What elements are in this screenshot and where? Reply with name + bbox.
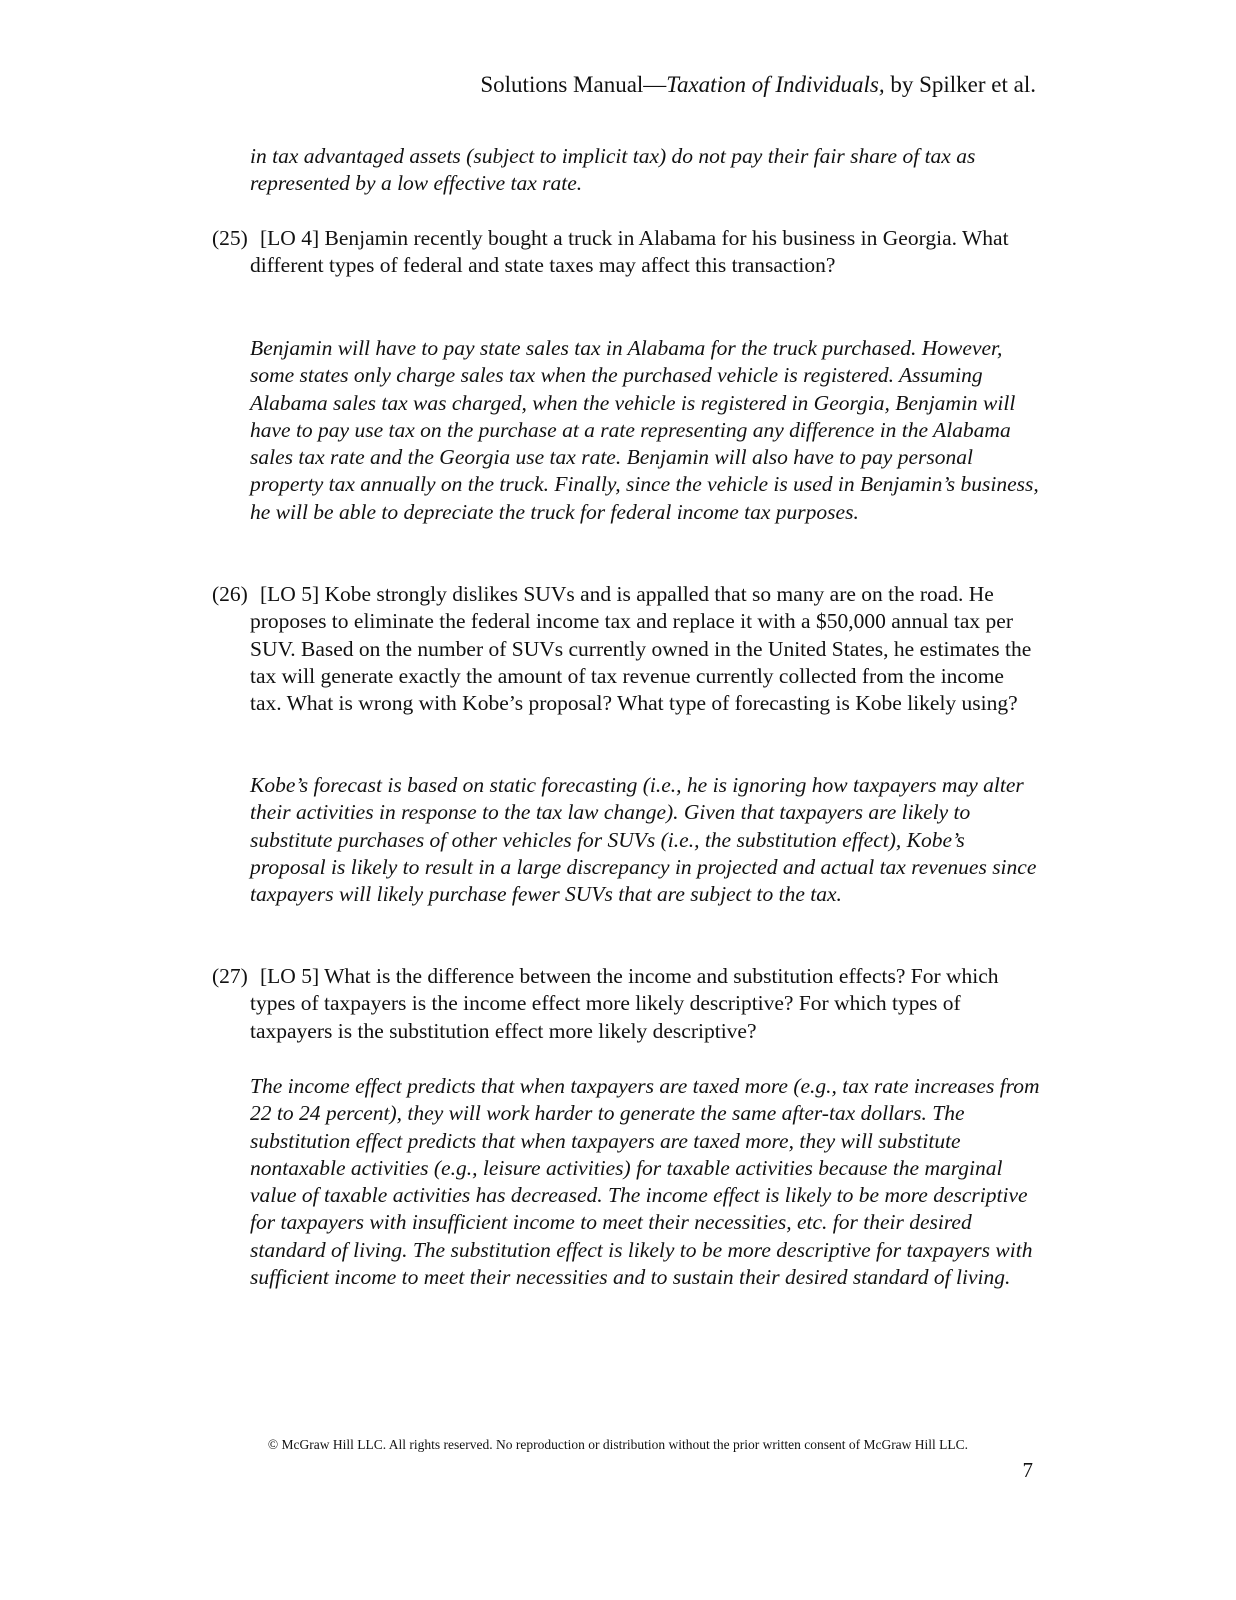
continued-answer: in tax advantaged assets (subject to implicit tax) do not pay their fair share of tax as represented by a low effective tax rate. — [250, 144, 976, 196]
question-25 — [212, 225, 1040, 280]
copyright-footer: © McGraw Hill LLC. All rights reserved. No reproduction or distribution without the prior written consent of McGraw Hill LLC. — [267, 1437, 969, 1452]
header-prefix: Solutions Manual— — [480, 72, 667, 97]
header-book-title: Taxation of Individuals, — [666, 72, 885, 97]
question-text: [LO 5] What is the difference between the income and substitution effects? For which types of taxpayers is the income effect more likely descriptive? For which types of taxpayers is the substitution effect more likely descriptive? — [250, 964, 999, 1043]
question-number: (25) — [212, 226, 248, 250]
question-26 — [212, 581, 1040, 717]
question-text: [LO 4] Benjamin recently bought a truck in Alabama for his business in Georgia. What different types of federal and state taxes may affect this transaction? — [250, 226, 1009, 278]
header-suffix: by Spilker et al. — [884, 72, 1036, 97]
page-number: 7 — [1022, 1458, 1033, 1482]
answer-25: Benjamin will have to pay state sales tax in Alabama for the truck purchased. However, some states only charge sales tax when the purchased vehicle is registered. Assuming Alabama sales tax was charged, when the vehicle is registered in Georgia, Benjamin will have to pay use tax on the purchase at a rate representing any difference in the Alabama sales tax rate and the Georgia use tax rate. Benjamin will also have to pay personal property tax annually on the truck. Finally, since the vehicle is used in Benjamin’s business, he will be able to depreciate the truck for federal income tax purposes. — [250, 336, 1039, 524]
answer-27: The income effect predicts that when taxpayers are taxed more (e.g., tax rate increases from 22 to 24 percent), they will work harder to generate the same after-tax dollars. The substitution effect predicts that when taxpayers are taxed more, they will substitute nontaxable activities (e.g., leisure activities) for taxable activities because the marginal value of taxable activities has decreased. The income effect is likely to be more descriptive for taxpayers with insufficient income to meet their necessities, etc. for their desired standard of living. The substitution effect is likely to be more descriptive for taxpayers with sufficient income to meet their necessities and to sustain their desired standard of living. — [250, 1074, 1040, 1290]
answer-26: Kobe’s forecast is based on static forecasting (i.e., he is ignoring how taxpayers may alter their activities in response to the tax law change). Given that taxpayers are likely to substitute purchases of other vehicles for SUVs (i.e., the substitution effect), Kobe’s proposal is likely to result in a large discrepancy in projected and actual tax revenues since taxpayers will likely purchase fewer SUVs that are subject to the tax. — [250, 773, 1037, 907]
question-text: [LO 5] Kobe strongly dislikes SUVs and is appalled that so many are on the road. He proposes to eliminate the federal income tax and replace it with a $50,000 annual tax per SUV. Based on the number of SUVs currently owned in the United States, he estimates the tax will generate exactly the amount of tax revenue currently collected from the income tax. What is wrong with Kobe’s proposal? What type of forecasting is Kobe likely using? — [250, 582, 1032, 716]
question-number: (26) — [212, 582, 248, 606]
running-header — [480, 70, 1036, 100]
question-27 — [212, 963, 1040, 1045]
question-number: (27) — [212, 964, 248, 988]
